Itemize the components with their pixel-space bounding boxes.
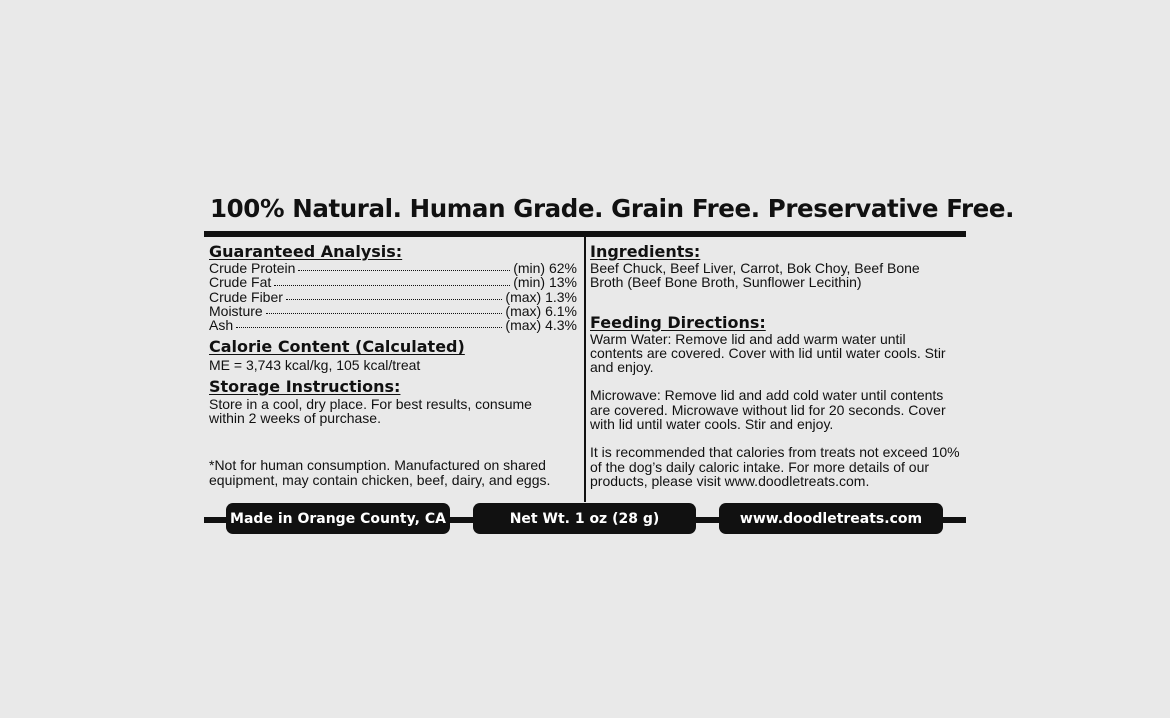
storage-text: Store in a cool, dry place. For best results, consume within 2 weeks of purchase.: [209, 395, 532, 427]
website-badge: www.doodletreats.com: [719, 503, 943, 534]
calorie-content-text: ME = 3,743 kcal/kg, 105 kcal/treat: [209, 357, 421, 374]
analysis-row: [209, 304, 577, 318]
nutrient-name: Crude Fiber: [209, 288, 283, 305]
analysis-row: [209, 318, 577, 332]
net-weight-badge: Net Wt. 1 oz (28 g): [473, 503, 696, 534]
calorie-content-heading: Calorie Content (Calculated): [209, 337, 465, 357]
warm-water-directions: Warm Water: Remove lid and add warm water until contents are covered. Cover with lid until water cools. Stir and enjoy.: [590, 330, 946, 376]
origin-badge: Made in Orange County, CA: [226, 503, 450, 534]
guaranteed-analysis-heading: Guaranteed Analysis:: [209, 242, 403, 261]
nutrient-name: Ash: [209, 317, 234, 334]
nutrient-value: (max) 6.1%: [505, 302, 577, 319]
leader-dots: [298, 261, 510, 271]
analysis-row: [209, 290, 577, 304]
nutrient-value: (max) 4.3%: [505, 317, 577, 334]
product-label: [204, 190, 1015, 540]
nutrient-value: (min) 13%: [513, 274, 577, 291]
headline: 100% Natural. Human Grade. Grain Free. Preservative Free.: [210, 194, 1015, 223]
calorie-recommendation-note: It is recommended that calories from treats not exceed 10% of the dog’s daily caloric intake. For more details of our products, please visit www.doodletreats.com.: [590, 444, 960, 489]
nutrient-name: Crude Protein: [209, 260, 296, 276]
leader-dots: [236, 318, 502, 328]
left-column: [209, 242, 577, 487]
analysis-table: [209, 261, 577, 332]
leader-dots: [266, 304, 503, 314]
storage-heading: Storage Instructions:: [209, 376, 401, 396]
disclaimer-text: *Not for human consumption. Manufactured on shared equipment, may contain chicken, beef, dairy, and eggs.: [209, 457, 551, 488]
microwave-directions: Microwave: Remove lid and add cold water until contents are covered. Microwave without lid for 20 seconds. Cover with lid until water cools. Stir and enjoy.: [590, 387, 946, 433]
analysis-row: [209, 275, 577, 289]
feeding-directions-heading: Feeding Directions:: [590, 312, 766, 332]
right-column: [590, 242, 964, 488]
leader-dots: [274, 275, 510, 285]
nutrient-name: Moisture: [209, 302, 263, 319]
ingredients-heading: Ingredients:: [590, 242, 701, 261]
nutrient-value: (max) 1.3%: [505, 288, 577, 305]
nutrient-name: Crude Fat: [209, 274, 272, 291]
leader-dots: [286, 290, 503, 300]
column-divider: [584, 237, 586, 502]
nutrient-value: (min) 62%: [513, 260, 577, 276]
ingredients-text: Beef Chuck, Beef Liver, Carrot, Bok Choy, Beef Bone Broth (Beef Bone Broth, Sunflower Lecithin): [590, 260, 920, 291]
analysis-row: [209, 261, 577, 275]
